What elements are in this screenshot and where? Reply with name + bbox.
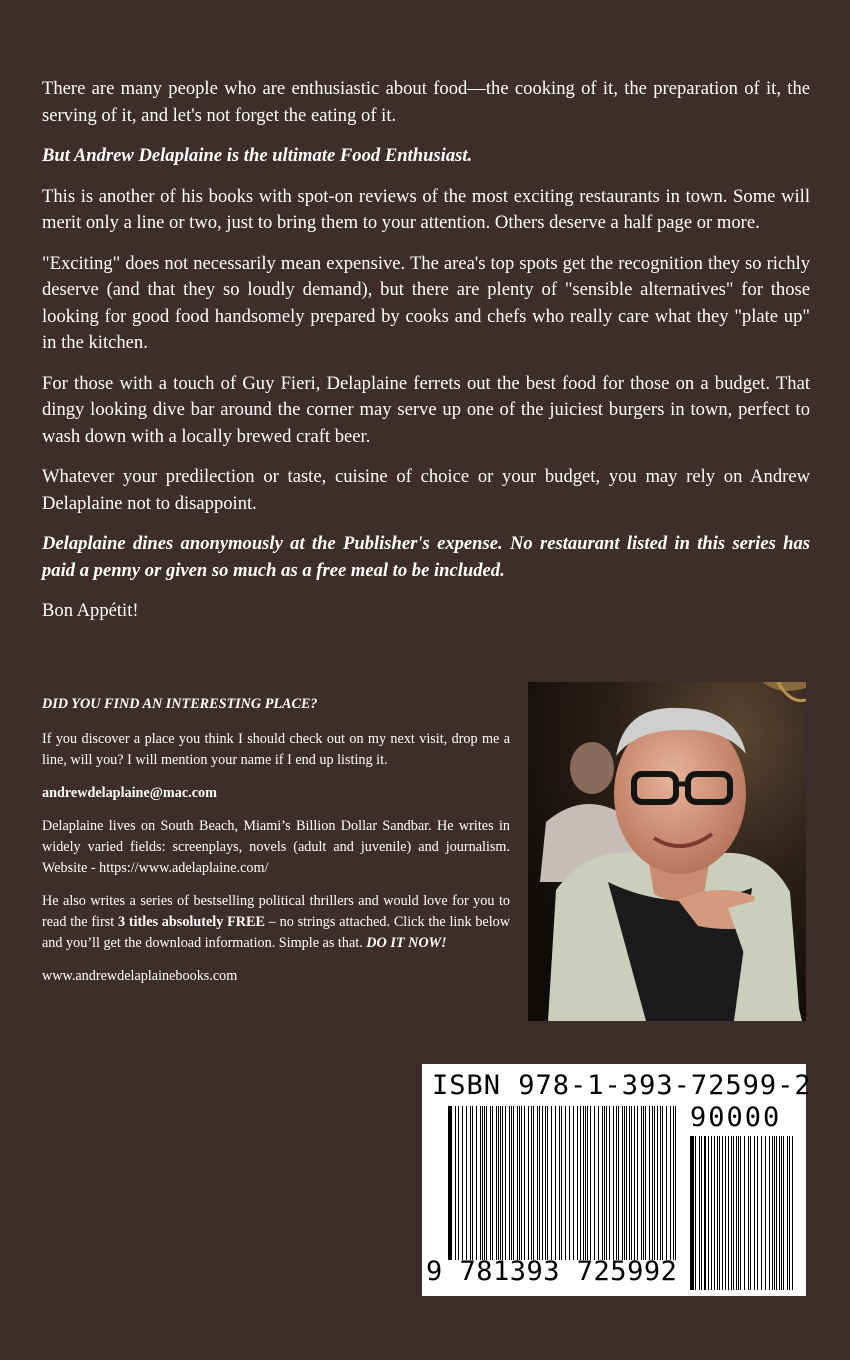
barcode-bar	[480, 1106, 481, 1260]
bio-paragraph-offer	[42, 891, 510, 954]
barcode-bar	[513, 1106, 514, 1260]
barcode-bar	[606, 1106, 607, 1260]
price-addon: 90000	[690, 1102, 782, 1133]
barcode-bar	[505, 1106, 506, 1260]
barcode-bar	[717, 1136, 718, 1290]
barcode-bar	[626, 1106, 627, 1260]
barcode-bar	[783, 1136, 784, 1290]
barcode-bar	[524, 1106, 525, 1260]
barcode-bar	[649, 1106, 650, 1260]
barcode-bar	[740, 1136, 741, 1290]
barcode-bar	[533, 1106, 534, 1260]
barcode-bar	[733, 1136, 734, 1290]
barcode-bar	[675, 1106, 676, 1260]
barcode-bar	[701, 1136, 702, 1290]
barcode-bar	[637, 1106, 638, 1260]
barcode-bar	[754, 1136, 755, 1290]
barcode-bar	[750, 1136, 751, 1290]
barcode-bar	[537, 1106, 538, 1260]
barcode-bar	[448, 1106, 452, 1260]
barcode-bar	[602, 1106, 603, 1260]
barcode-bar	[498, 1106, 499, 1260]
barcode-bar	[618, 1106, 619, 1260]
offer-text-end: – no strings attached. Click the link below and you’ll get the download information. Simple as that.	[42, 914, 510, 951]
bio-paragraph: If you discover a place you think I should check out on my next visit, drop me a line, will you? I will mention your name if I end up listing it.	[42, 731, 510, 768]
barcode-bar	[714, 1136, 715, 1290]
barcode-bar	[476, 1106, 477, 1260]
barcode-bar	[748, 1136, 749, 1290]
blurb-paragraph: There are many people who are enthusiastic about food—the cooking of it, the preparation of it, the serving of it, and let's not forget the eating of it.	[42, 78, 810, 126]
barcode-bar	[470, 1106, 471, 1260]
barcode-bar	[555, 1106, 556, 1260]
offer-text: He also writes a series of bestselling political thrillers and would love for you to read the first	[42, 893, 510, 930]
barcode-digits: 9 781393 725992	[426, 1256, 678, 1287]
barcode-bar	[455, 1106, 456, 1260]
barcode-bar	[573, 1106, 574, 1260]
barcode-bar	[539, 1106, 540, 1260]
barcode-bar	[622, 1106, 623, 1260]
barcode-bar	[590, 1106, 591, 1260]
barcode-bar	[585, 1106, 586, 1260]
isbn-barcode	[422, 1064, 812, 1296]
barcode-bar	[528, 1106, 529, 1260]
barcode-bar	[711, 1136, 712, 1290]
blurb-tagline: But Andrew Delaplaine is the ultimate Food Enthusiast.	[42, 145, 473, 166]
blurb-paragraph: "Exciting" does not necessarily mean expensive. The area's top spots get the recognition they so richly deserve (and that they so loudly demand), but there are plenty of "sensible alternatives" for those looking for good food handsomely prepared by cooks and chefs who really care what they "plate up" in the kitchen.	[42, 252, 810, 353]
barcode-bar	[787, 1136, 788, 1290]
barcode-bar	[569, 1106, 570, 1260]
barcode-bar	[725, 1136, 726, 1290]
barcode-bar	[708, 1136, 709, 1290]
barcode-bar	[496, 1106, 497, 1260]
barcode-bar	[643, 1106, 644, 1260]
barcode-bar	[577, 1106, 578, 1260]
barcode-bar	[704, 1136, 706, 1290]
barcode-bar	[472, 1106, 473, 1260]
barcode-bar	[598, 1106, 599, 1260]
barcode-bar	[772, 1136, 773, 1290]
call-to-action: DO IT NOW!	[366, 935, 447, 951]
barcode-bar	[580, 1106, 581, 1260]
barcode-bar	[641, 1106, 642, 1260]
barcode-bar	[462, 1106, 463, 1260]
barcode-bar	[779, 1136, 780, 1290]
barcode-bar	[587, 1106, 588, 1260]
barcode-bar	[652, 1106, 653, 1260]
barcode-bar	[482, 1106, 483, 1260]
barcode-bar	[616, 1106, 617, 1260]
barcode-bar	[731, 1136, 732, 1290]
barcode-bar	[761, 1136, 762, 1290]
barcode-bar	[551, 1106, 552, 1260]
bio-heading: DID YOU FIND AN INTERESTING PLACE?	[42, 696, 318, 712]
barcode-bar	[631, 1106, 632, 1260]
barcode-bar	[670, 1106, 671, 1260]
barcode-bar	[613, 1106, 614, 1260]
barcode-bar	[634, 1106, 635, 1260]
blurb-paragraph: Whatever your predilection or taste, cuisine of choice or your budget, you may rely on Andrew Delaplaine not to disappoint.	[42, 466, 810, 514]
barcode-bar	[545, 1106, 546, 1260]
barcode-bar	[781, 1136, 782, 1290]
barcode-bar	[604, 1106, 605, 1260]
barcode-bar	[486, 1106, 487, 1260]
barcode-bar	[789, 1136, 790, 1290]
barcode-bar	[774, 1136, 775, 1290]
barcode-bar	[502, 1106, 503, 1260]
barcode-bar	[521, 1106, 522, 1260]
barcode-bar	[662, 1106, 663, 1260]
barcode-bar	[511, 1106, 512, 1260]
author-photo	[528, 682, 806, 1021]
barcode-bar	[728, 1136, 729, 1290]
barcode-bar	[719, 1136, 720, 1290]
barcode-bar	[673, 1106, 674, 1260]
offer-bold: 3 titles absolutely FREE	[117, 914, 265, 930]
barcode-bar	[583, 1106, 584, 1260]
barcode-bar	[690, 1136, 694, 1290]
back-cover-blurb	[42, 76, 810, 639]
barcode-bar	[559, 1106, 560, 1260]
bio-paragraph: Delaplaine lives on South Beach, Miami’s Billion Dollar Sandbar. He writes in widely varied fields: screenplays, novels (adult and juvenile) and journalism. Website - https://www.adelaplaine.com/	[42, 818, 510, 876]
barcode-bar	[458, 1106, 459, 1260]
barcode-bar	[624, 1106, 625, 1260]
barcode-bar	[490, 1106, 491, 1260]
barcode-bar	[509, 1106, 510, 1260]
barcode-bar	[654, 1106, 655, 1260]
barcode-bar	[542, 1106, 543, 1260]
barcode-bar	[492, 1106, 493, 1260]
barcode-bar	[484, 1106, 485, 1260]
barcode-bar	[645, 1106, 646, 1260]
barcode-bar	[666, 1106, 667, 1260]
barcode-bar	[565, 1106, 566, 1260]
barcode-bar	[695, 1136, 696, 1290]
barcode-bar	[519, 1106, 520, 1260]
barcode-bar	[660, 1106, 661, 1260]
barcode-bar	[765, 1136, 766, 1290]
barcode-bar	[657, 1106, 658, 1260]
isbn-label: ISBN 978-1-393-72599-2	[432, 1070, 812, 1101]
barcode-bar	[629, 1106, 630, 1260]
author-email: andrewdelaplaine@mac.com	[42, 785, 217, 801]
barcode-bar	[609, 1106, 610, 1260]
barcode-bar	[769, 1136, 770, 1290]
barcode-bar	[776, 1136, 777, 1290]
barcode-bar	[561, 1106, 562, 1260]
barcode-bar	[744, 1136, 745, 1290]
barcode-bar	[500, 1106, 501, 1260]
barcode-bar	[757, 1136, 758, 1290]
blurb-signoff: Bon Appétit!	[42, 600, 139, 621]
barcode-bar	[738, 1136, 739, 1290]
barcode-bar	[547, 1106, 548, 1260]
barcode-bar	[531, 1106, 532, 1260]
author-website: www.andrewdelaplainebooks.com	[42, 968, 238, 984]
barcode-bar	[466, 1106, 467, 1260]
barcode-bar	[792, 1136, 793, 1290]
blurb-paragraph: This is another of his books with spot-on reviews of the most exciting restaurants in town. Some will merit only a line or two, just to bring them to your attention. Others deserve a half page or more.	[42, 185, 810, 233]
blurb-paragraph: For those with a touch of Guy Fieri, Delaplaine ferrets out the best food for those on a budget. That dingy looking dive bar around the corner may serve up one of the juiciest burgers in town, perfect to wash down with a locally brewed craft beer.	[42, 372, 810, 447]
author-bio	[42, 694, 510, 999]
barcode-bar	[736, 1136, 737, 1290]
barcode-bar	[722, 1136, 723, 1290]
barcode-bar	[517, 1106, 518, 1260]
blurb-disclaimer: Delaplaine dines anonymously at the Publisher's expense. No restaurant listed in this series has paid a penny or given so much as a free meal to be included.	[42, 533, 810, 581]
barcode-bar	[699, 1136, 700, 1290]
barcode-bar	[594, 1106, 595, 1260]
